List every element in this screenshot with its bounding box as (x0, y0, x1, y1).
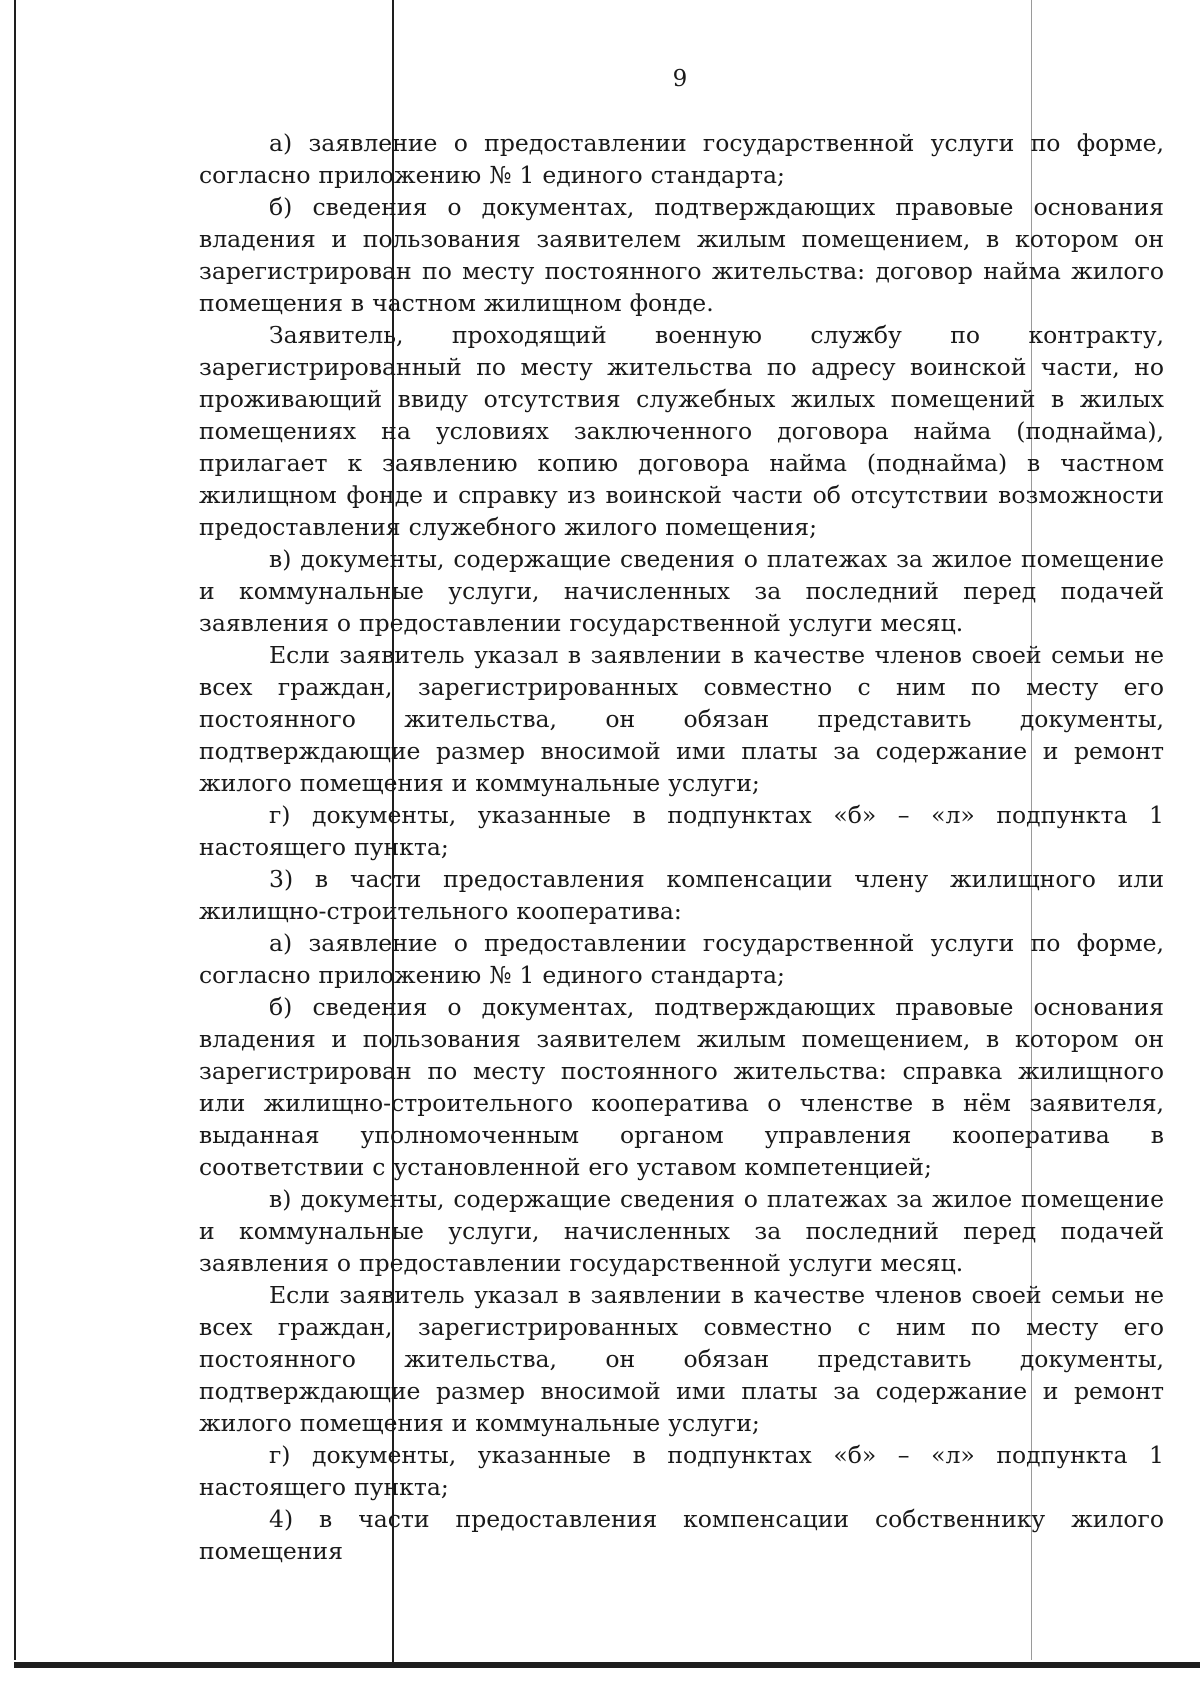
paragraph-4-owner: 4) в части предоставления компенсации собственнику жилого помещения (199, 1505, 1164, 1565)
paragraph-1-v-payments: в) документы, содержащие сведения о платежах за жилое помещение и коммунальные услуги, начисленных за последний перед подачей заявления о предоставлении государственной услуги месяц. (199, 545, 1164, 637)
paragraph-1-g-documents: г) документы, указанные в подпунктах «б» – «л» подпункта 1 настоящего пункта; (199, 801, 1164, 861)
paragraph-3-b-documents: б) сведения о документах, подтверждающих правовые основания владения и пользования заявителем жилым помещением, в котором он зарегистрирован по месту постоянного жительства: справка жилищного или жилищно-строительного кооператива о членстве в нём заявителя, выданная уполномоченным органом управления кооператива в соответствии с установленной его уставом компетенцией; (199, 993, 1164, 1181)
paragraph-family-members: Если заявитель указал в заявлении в качестве членов своей семьи не всех граждан, зарегистрированных совместно с ним по месту его постоянного жительства, он обязан представить документы, подтверждающие размер вносимой ими платы за содержание и ремонт жилого помещения и коммунальные услуги; (199, 641, 1164, 797)
paragraph-3-family-members: Если заявитель указал в заявлении в качестве членов своей семьи не всех граждан, зарегистрированных совместно с ним по месту его постоянного жительства, он обязан представить документы, подтверждающие размер вносимой ими платы за содержание и ремонт жилого помещения и коммунальные услуги; (199, 1281, 1164, 1437)
paragraph-3-cooperative: 3) в части предоставления компенсации члену жилищного или жилищно-строительного кооператива: (199, 865, 1164, 925)
paragraph-3-v-payments: в) документы, содержащие сведения о платежах за жилое помещение и коммунальные услуги, начисленных за последний перед подачей заявления о предоставлении государственной услуги месяц. (199, 1185, 1164, 1277)
scan-artifact-bottom-edge (14, 1662, 1200, 1668)
body-text (199, 127, 1164, 1567)
paragraph-military-applicant: Заявитель, проходящий военную службу по контракту, зарегистрированный по месту жительства по адресу воинской части, но проживающий ввиду отсутствия служебных жилых помещений в жилых помещениях на условиях заключенного договора найма (поднайма), прилагает к заявлению копию договора найма (поднайма) в частном жилищном фонде и справку из воинской части об отсутствии возможности предоставления служебного жилого помещения; (199, 321, 1164, 541)
paragraph-3-a-application: а) заявление о предоставлении государственной услуги по форме, согласно приложению № 1 единого стандарта; (199, 929, 1164, 989)
scan-artifact-left-edge (14, 0, 16, 1660)
paragraph-1-b-documents: б) сведения о документах, подтверждающих правовые основания владения и пользования заявителем жилым помещением, в котором он зарегистрирован по месту постоянного жительства: договор найма жилого помещения в частном жилищном фонде. (199, 193, 1164, 317)
paragraph-3-g-documents: г) документы, указанные в подпунктах «б» – «л» подпункта 1 настоящего пункта; (199, 1441, 1164, 1501)
paragraph-1-a-application: а) заявление о предоставлении государственной услуги по форме, согласно приложению № 1 единого стандарта; (199, 129, 1164, 189)
page-number: 9 (672, 66, 688, 92)
